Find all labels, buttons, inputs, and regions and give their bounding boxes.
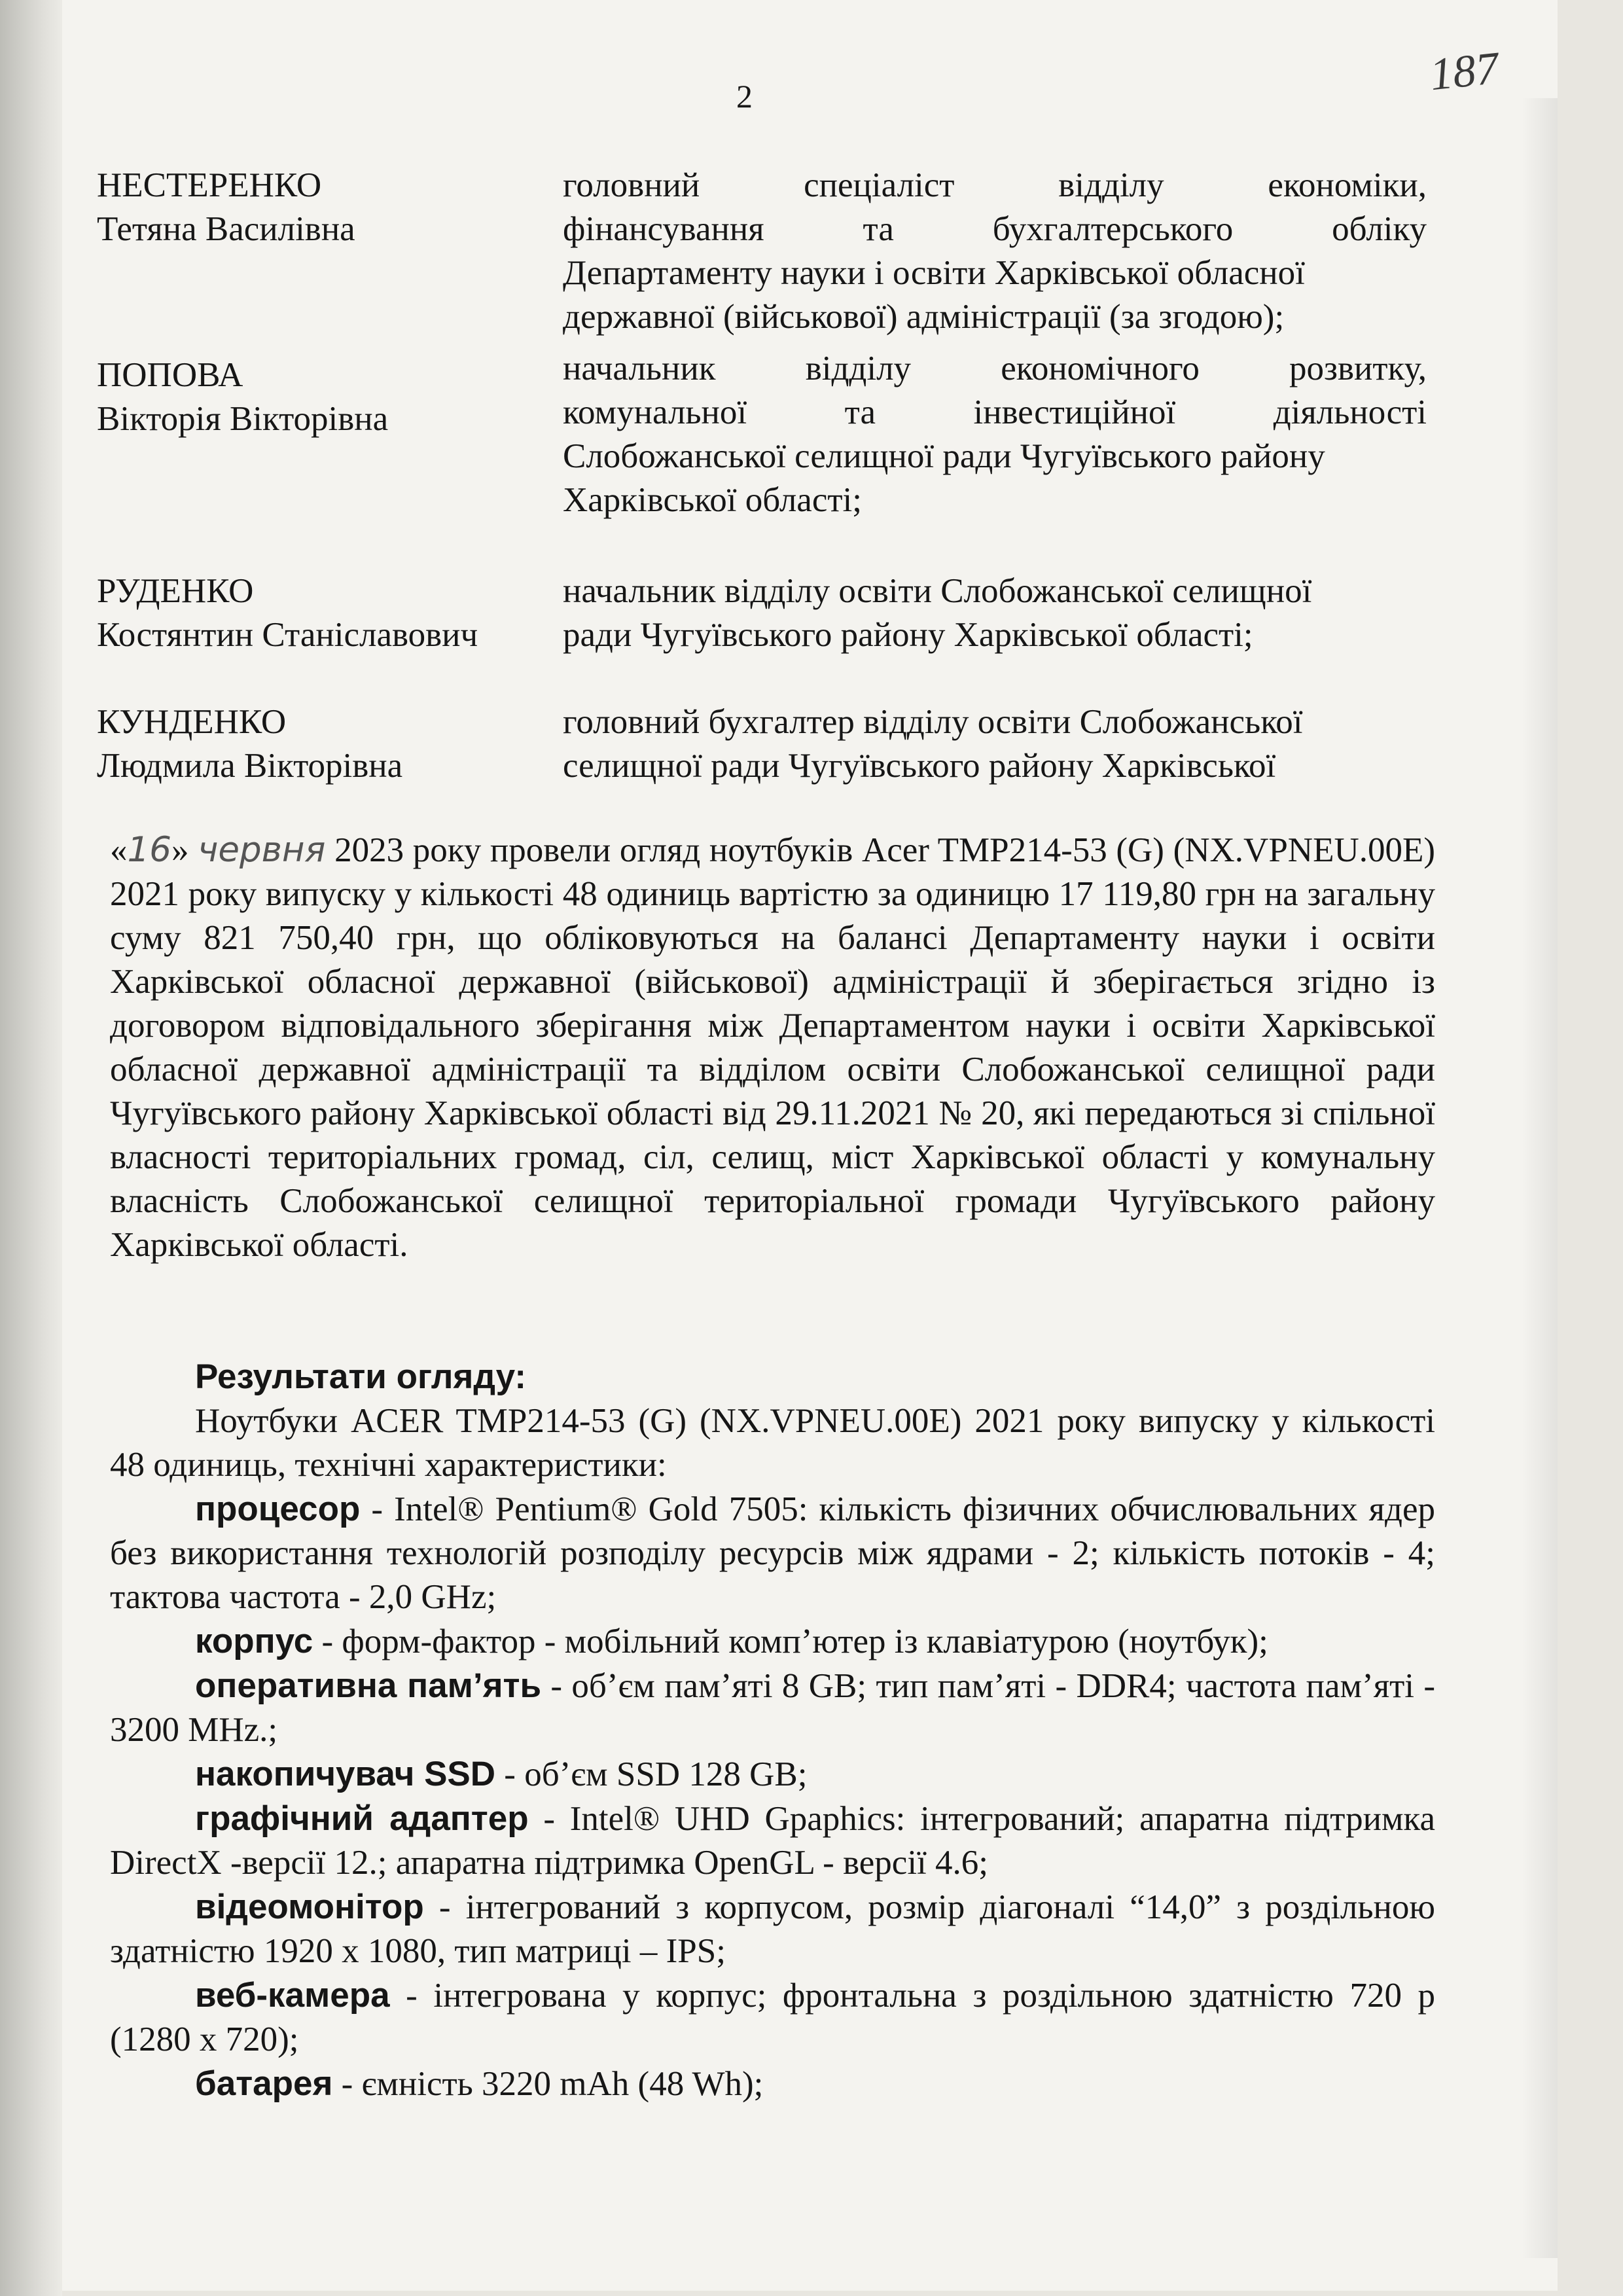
member-kundenko <box>97 700 1438 792</box>
results-section <box>110 1355 1435 2106</box>
spec-processor: процесор - Intel® Pentium® Gold 7505: кількість фізичних обчислювальних ядер без використання технологій розподілу ресурсів між ядрами - 2; кількість потоків - 4; тактова частота - 2,0 GHz; <box>110 1490 1435 1616</box>
member-role: начальник відділу економічного розвитку, комунальної та інвестиційної діяльності Слобожанської селищної ради Чугуївського району Харківської області; <box>563 350 1427 519</box>
member-popova <box>97 347 1438 522</box>
results-intro: Ноутбуки ACER TMP214-53 (G) (NX.VPNEU.00E) 2021 року випуску у кількості 48 одиниць, технічні характеристики: <box>110 1402 1435 1484</box>
show-through-edge <box>1522 98 1558 2258</box>
page-number: 2 <box>736 78 753 115</box>
spec-ram: оперативна пам’ять - об’єм пам’яті 8 GB; тип пам’яті - DDR4; частота пам’яті - 3200 MHz.; <box>110 1666 1435 1749</box>
member-name: НЕСТЕРЕНКО Тетяна Василівна <box>97 166 355 248</box>
binding-shadow <box>0 0 62 2296</box>
handwritten-sheet-number: 187 <box>1427 43 1501 101</box>
member-rudenko <box>97 569 1438 661</box>
member-name: КУНДЕНКО Людмила Вікторівна <box>97 703 403 785</box>
spec-battery: батарея - ємність 3220 mAh (48 Wh); <box>195 2064 764 2103</box>
spec-webcam: веб-камера - інтегрована у корпус; фронтальна з роздільною здатністю 720 p (1280 x 720); <box>110 1976 1435 2058</box>
spec-case: корпус - форм-фактор - мобільний комп’ютер із клавіатурою (ноутбук); <box>195 1622 1268 1660</box>
handwritten-date-day: 16 <box>127 830 171 870</box>
spec-graphics: графічний адаптер - Intel® UHD Gpaphics: інтегрований; апаратна підтримка DirectX -версії 12.; апаратна підтримка OpenGL - версії 4.6; <box>110 1799 1435 1882</box>
spec-ssd: накопичувач SSD - об’єм SSD 128 GB; <box>195 1755 808 1793</box>
member-name: ПОПОВА Вікторія Вікторівна <box>97 356 389 438</box>
inspection-text: 2023 року провели огляд ноутбуків Acer TMP214-53 (G) (NX.VPNEU.00E) 2021 року випуску у кількості 48 одиниць вартістю за одиницю 17 119,80 грн на загальну суму 821 750,40 грн, що обліковуються на балансі Департаменту науки і освіти Харківської обласної державної (військової) адміністрації й зберігається згідно із договором відповідального зберігання між Департаментом науки і освіти Харківської обласної державної адміністрації та відділом освіти Слобожанської селищної ради Чугуївського району Харківської області від 29.11.2021 № 20, які передаються зі спільної власності територіальних громад, сіл, селищ, міст Харківської області у комунальну власність Слобожанської селищної територіальної громади Чугуївського району Харківської області. <box>110 831 1435 1264</box>
spec-monitor: відеомонітор - інтегрований з корпусом, розмір діагоналі “14,0” з роздільною здатністю 1920 x 1080, тип матриці – IPS; <box>110 1888 1435 1970</box>
inspection-paragraph: «16» червня 2023 року провели огляд ноутбуків Acer TMP214-53 (G) (NX.VPNEU.00E) 2021 року випуску у кількості 48 одиниць вартістю за одиницю 17 119,80 грн на загальну суму 821 750,40 грн, що обліковуються на балансі Департаменту науки і освіти Харківської обласної державної (військової) адміністрації й зберігається згідно із договором відповідального зберігання між Департаментом науки і освіти Харківської обласної державної адміністрації та відділом освіти Слобожанської селищної ради Чугуївського району Харківської області від 29.11.2021 № 20, які передаються зі спільної власності територіальних громад, сіл, селищ, міст Харківської області у комунальну власність Слобожанської селищної територіальної громади Чугуївського району Харківської області. <box>110 830 1435 1264</box>
member-nesterenko <box>97 164 1438 339</box>
member-role: головний бухгалтер відділу освіти Слобожанської селищної ради Чугуївського району Харківської <box>563 703 1303 785</box>
handwritten-date-month: червня <box>198 830 326 870</box>
member-name: РУДЕНКО Костянтин Станіславович <box>97 572 478 654</box>
member-role: начальник відділу освіти Слобожанської селищної ради Чугуївського району Харківської області; <box>563 572 1312 654</box>
results-heading: Результати огляду: <box>195 1357 527 1396</box>
member-role: головний спеціаліст відділу економіки, фінансування та бухгалтерського обліку Департаменту науки і освіти Харківської обласної державної (військової) адміністрації (за згодою); <box>563 166 1427 336</box>
